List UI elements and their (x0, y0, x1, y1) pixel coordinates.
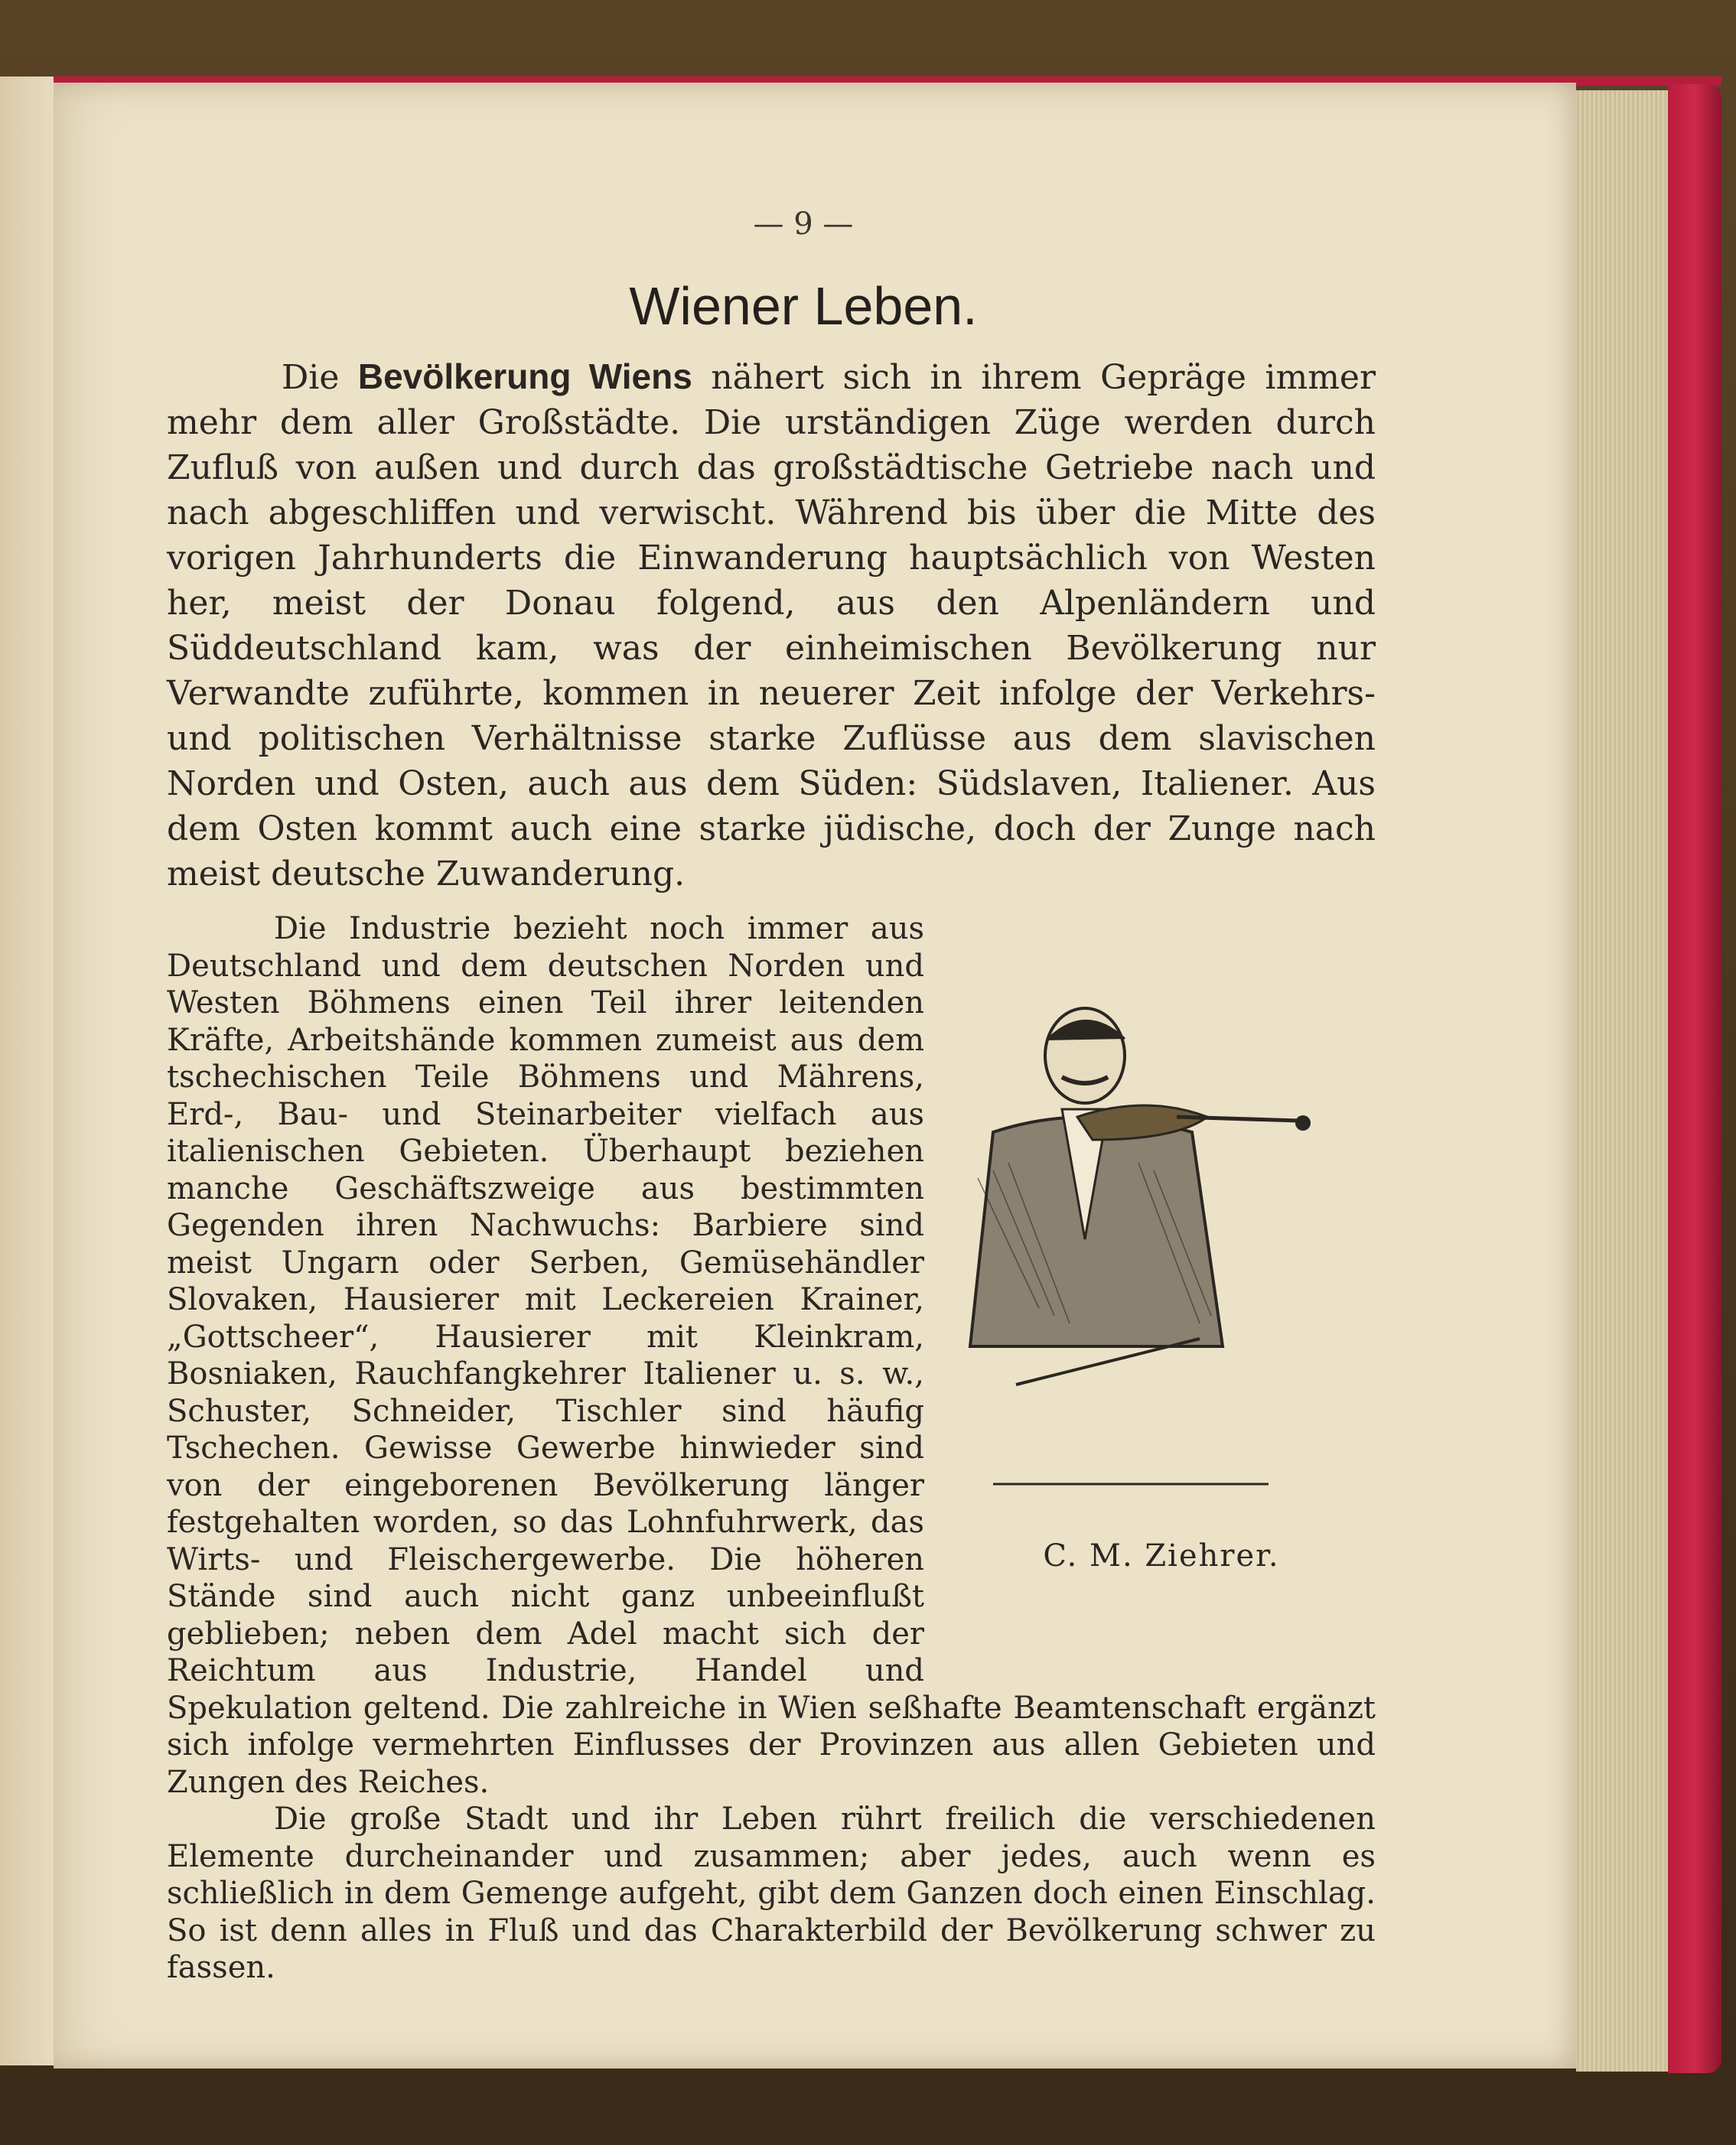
paragraph-1-start: Die (282, 358, 340, 397)
paragraph-1 (167, 354, 1376, 897)
portrait-figure (947, 987, 1376, 1675)
page-title: Wiener Leben. (629, 276, 978, 336)
paragraph-1-text: nähert sich in ihrem Gepräge immer mehr dem aller Großstädte. Die urständigen Züge werden durch Zufluß von außen und durch das großstädtische Getriebe nach und nach abgeschliffen und verwischt. Während bis über die Mitte des vorigen Jahrhunderts die Einwanderung hauptsächlich von Westen her, meist der Donau folgend, aus den Alpenländern und Süddeutschland kam, was der einheimischen Bevölkerung nur Verwandte zuführte, kommen in neuerer Zeit infolge der Verkehrs- und politischen Verhältnisse starke Zuflüsse aus dem slavischen Norden und Osten, auch aus dem Süden: Südslaven, Italiener. Aus dem Osten kommt auch eine starke jüdische, doch der Zunge nach meist deutsche Zuwanderung. (167, 358, 1376, 893)
paragraph-1-highlight: Bevölkerung Wiens (357, 356, 692, 396)
left-page-edge (0, 76, 54, 2065)
violinist-illustration (947, 987, 1376, 1538)
figure-caption: C. M. Ziehrer. (1043, 1538, 1280, 1574)
paragraph-2: Die Industrie bezieht noch immer aus Deutschland und dem deutschen Norden und Westen Böhmens einen Teil ihrer leitenden Kräfte, Arbeitshände kommen zumeist aus dem tschechischen Teile Böhmens und Mährens, Erd-, Bau- und Steinarbeiter vielfach aus italienischen Gebieten. Überhaupt beziehen manche Geschäftszweige aus bestimmten Gegenden ihren Nachwuchs: Barbiere sind meist Ungarn oder Serben, Gemüsehändler Slovaken, Hausierer mit Leckereien Krainer, „Gottscheer“, Hausierer mit Kleinkram, Bosniaken, Rauchfangkehrer Italiener u. s. w., Schuster, Schneider, Tischler sind häufig Tschechen. Gewisse Gewerbe hinwieder sind von der eingeborenen Bevölkerung länger festgehalten worden, so das Lohnfuhrwerk, das Wirts- und Fleischergewerbe. Die höheren Stände sind auch nicht ganz unbeeinflußt geblieben; neben dem Adel macht sich der Reichtum aus Industrie, Handel und Spekulation geltend. Die zahlreiche in Wien seßhafte Beamtenschaft ergänzt sich infolge vermehrten Einflusses der Provinzen aus allen Gebieten und Zungen des Reiches. (167, 911, 1376, 1800)
body-small (167, 910, 1376, 1987)
page-number: — 9 — (753, 207, 854, 242)
page-block-edges (1576, 90, 1668, 2072)
book-binding (1668, 84, 1721, 2073)
paragraph-3: Die große Stadt und ihr Leben rührt freilich die verschiedenen Elemente durcheinander und zusammen; aber jedes, auch wenn es schließlich in dem Gemenge aufgeht, gibt dem Ganzen doch einen Einschlag. So ist denn alles in Fluß und das Charakterbild der Bevölkerung schwer zu fassen. (167, 1802, 1376, 1985)
violin-scroll (1295, 1115, 1311, 1131)
